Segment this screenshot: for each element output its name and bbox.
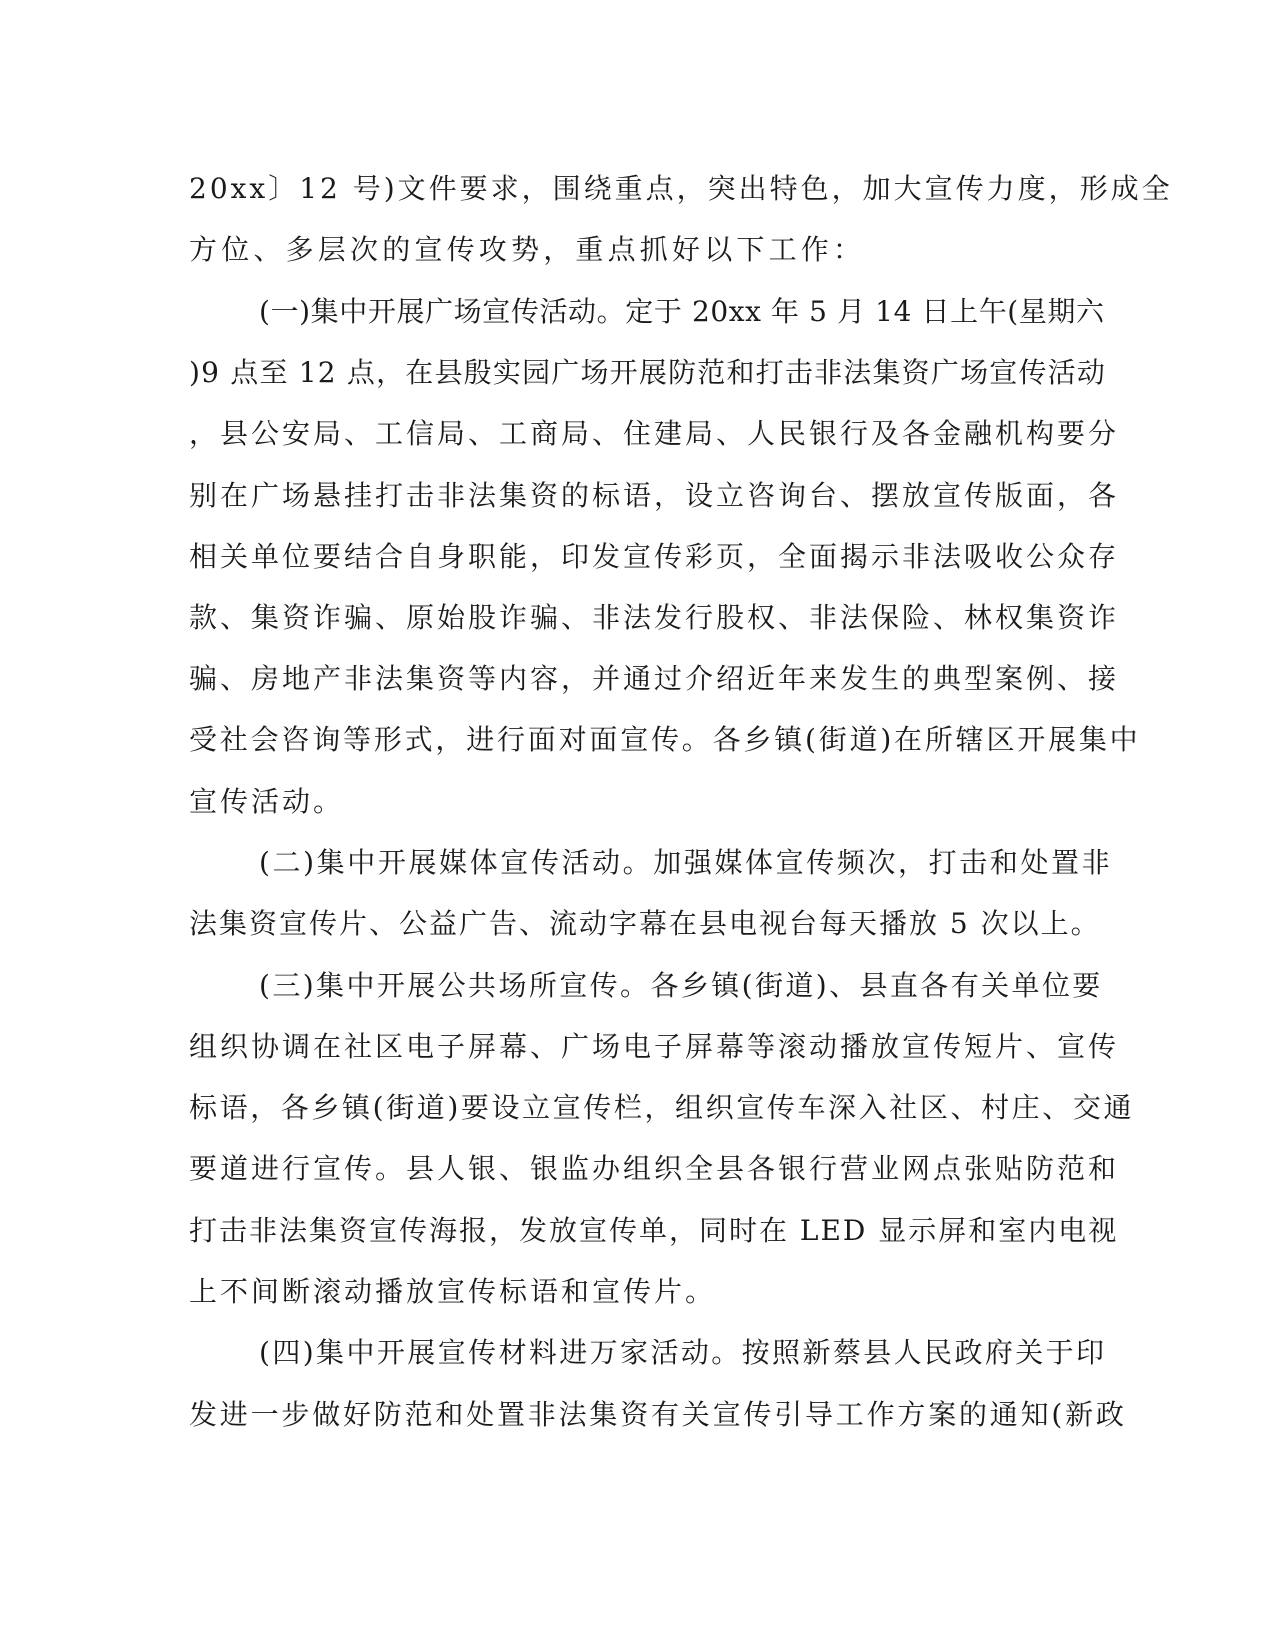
text-line: 打击非法集资宣传海报，发放宣传单，同时在 LED 显示屏和室内电视 — [189, 1214, 1119, 1247]
text-line: ，县公安局、工信局、工商局、住建局、人民银行及各金融机构要分 — [189, 417, 1120, 450]
text-line: 方位、多层次的宣传攻势，重点抓好以下工作： — [189, 233, 866, 266]
paragraph-start-line: (三)集中开展公共场所宣传。各乡镇(街道)、县直各有关单位要 — [259, 969, 1103, 1002]
text-line: 骗、房地产非法集资等内容，并通过介绍近年来发生的典型案例、接 — [189, 662, 1120, 695]
paragraph-start-line: (四)集中开展宣传材料进万家活动。按照新蔡县人民政府关于印 — [259, 1336, 1107, 1369]
text-line: )9 点至 12 点，在县殷实园广场开展防范和打击非法集资广场宣传活动 — [189, 356, 1107, 389]
text-line: 标语，各乡镇(街道)要设立宣传栏，组织宣传车深入社区、村庄、交通 — [189, 1091, 1135, 1124]
text-line: 法集资宣传片、公益广告、流动字幕在县电视台每天播放 5 次以上。 — [189, 907, 1101, 940]
text-line: 发进一步做好防范和处置非法集资有关宣传引导工作方案的通知(新政 — [189, 1398, 1127, 1431]
text-line: 组织协调在社区电子屏幕、广场电子屏幕等滚动播放宣传短片、宣传 — [189, 1030, 1120, 1063]
text-line: 上不间断滚动播放宣传标语和宣传片。 — [189, 1275, 717, 1308]
paragraph-start-line: (一)集中开展广场宣传活动。定于 20xx 年 5 月 14 日上午(星期六 — [259, 295, 1105, 328]
text-line: 相关单位要结合自身职能，印发宣传彩页，全面揭示非法吸收公众存 — [189, 540, 1120, 573]
paragraph-start-line: (二)集中开展媒体宣传活动。加强媒体宣传频次，打击和处置非 — [259, 846, 1113, 879]
text-line: 款、集资诈骗、原始股诈骗、非法发行股权、非法保险、林权集资诈 — [189, 601, 1120, 634]
text-line: 要道进行宣传。县人银、银监办组织全县各银行营业网点张贴防范和 — [189, 1152, 1120, 1185]
text-line: 别在广场悬挂打击非法集资的标语，设立咨询台、摆放宣传版面，各 — [189, 479, 1120, 512]
text-line: 宣传活动。 — [189, 785, 345, 818]
text-line: 20xx〕12 号)文件要求，围绕重点，突出特色，加大宣传力度，形成全 — [189, 172, 1173, 205]
text-line: 受社会咨询等形式，进行面对面宣传。各乡镇(街道)在所辖区开展集中 — [189, 723, 1141, 756]
